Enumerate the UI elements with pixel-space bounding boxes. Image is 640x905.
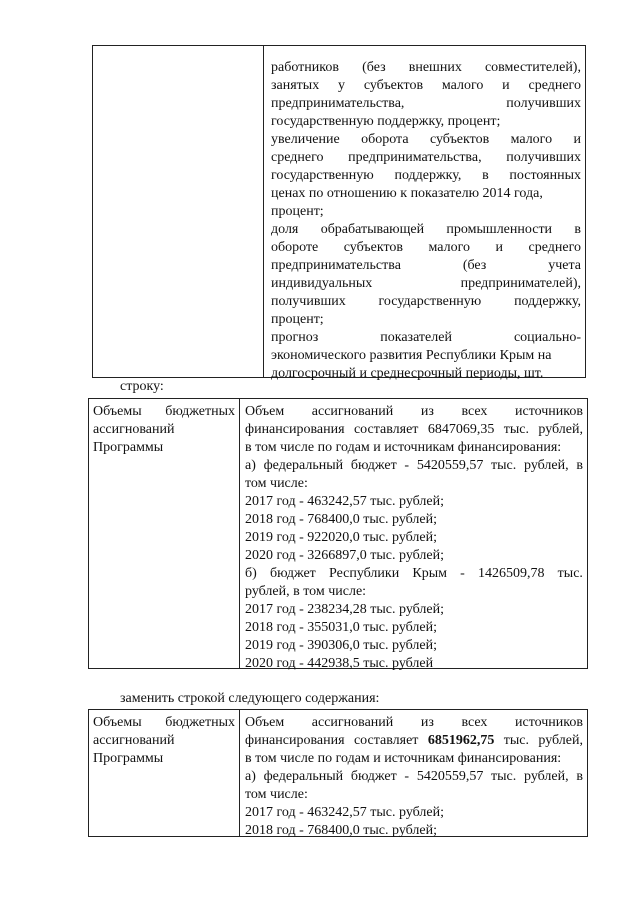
- text-line: [271, 167, 581, 185]
- text-line: [271, 131, 581, 149]
- word: субъектов: [363, 78, 424, 93]
- word: рублей,: [524, 458, 569, 473]
- word: 5420559,57: [416, 458, 484, 473]
- total-amount: 6851962,75: [427, 733, 495, 748]
- word: государственную поддержку, процент;: [271, 114, 501, 129]
- word: экономического развития Республики Крым на: [271, 348, 552, 363]
- word: субъектов: [429, 132, 490, 147]
- word: бюджет: [350, 769, 397, 784]
- word: постоянных: [509, 168, 581, 183]
- word: в: [574, 222, 581, 237]
- text-line: [245, 421, 583, 439]
- top-table-indicators-cell: [271, 59, 581, 383]
- old-budget-table: [88, 398, 588, 669]
- word: бюджет: [269, 566, 316, 581]
- word: том числе:: [245, 476, 308, 491]
- word: рублей, в том числе:: [245, 584, 367, 599]
- word: долгосрочный и среднесрочный периоды, шт.: [271, 366, 544, 381]
- word: государственную: [271, 168, 374, 183]
- text-line: [271, 77, 581, 95]
- text-line: [245, 822, 583, 840]
- text-line: [271, 149, 581, 167]
- word: Крым: [412, 566, 447, 581]
- text-line: [271, 59, 581, 77]
- text-line: [271, 257, 581, 275]
- top-table-left-cell: [93, 46, 263, 377]
- new-budget-table: [88, 709, 588, 837]
- text-line: [245, 750, 583, 768]
- word: ассигнований: [311, 715, 394, 730]
- top-table-divider: [263, 46, 264, 377]
- text-line: [245, 439, 583, 457]
- word: оборота: [361, 132, 409, 147]
- word: тыс.: [557, 566, 583, 581]
- old-table-divider: [239, 399, 240, 668]
- word: среднего: [528, 78, 581, 93]
- word: источников: [514, 715, 583, 730]
- word: ассигнований: [93, 733, 175, 748]
- word: в том числе по годам и источникам финансирования:: [245, 751, 562, 766]
- text-line: [245, 601, 583, 619]
- word: финансирования: [245, 733, 345, 748]
- word: рублей,: [524, 769, 569, 784]
- text-line: [245, 565, 583, 583]
- word: а): [245, 769, 256, 784]
- word: учета: [548, 258, 581, 273]
- word: занятых: [271, 78, 320, 93]
- word: 2018 год - 355031,0 тыс. рублей;: [245, 620, 438, 635]
- word: 2017 год - 463242,57 тыс. рублей;: [245, 805, 445, 820]
- word: финансирования: [245, 422, 345, 437]
- text-line: [271, 113, 581, 131]
- new-table-funding-cell: [245, 714, 583, 840]
- text-line: [93, 403, 235, 421]
- text-line: [245, 529, 583, 547]
- word: 5420559,57: [416, 769, 484, 784]
- word: внешних: [408, 60, 462, 75]
- word: бюджетных: [165, 715, 235, 730]
- word: индивидуальных: [271, 276, 373, 291]
- word: б): [245, 566, 257, 581]
- text-line: [245, 493, 583, 511]
- word: -: [404, 769, 410, 784]
- word: федеральный: [263, 458, 344, 473]
- word: социально-: [513, 330, 581, 345]
- word: доля: [271, 222, 299, 237]
- word: -: [404, 458, 410, 473]
- word: работников: [271, 60, 339, 75]
- word: федеральный: [263, 769, 344, 784]
- text-line: [245, 714, 583, 732]
- word: источников: [514, 404, 583, 419]
- word: бюджетных: [165, 404, 235, 419]
- text-line: [245, 655, 583, 673]
- text-line: [245, 403, 583, 421]
- word: всех: [461, 404, 488, 419]
- word: прогноз: [271, 330, 319, 345]
- word: 2018 год - 768400,0 тыс. рублей;: [245, 823, 438, 838]
- word: Объемы: [93, 404, 142, 419]
- word: Объем: [245, 715, 285, 730]
- text-line: [93, 750, 235, 768]
- text-line: [271, 203, 581, 221]
- word: составляет: [353, 422, 419, 437]
- word: 2019 год - 922020,0 тыс. рублей;: [245, 530, 438, 545]
- word: среднего: [528, 240, 581, 255]
- text-line: [245, 511, 583, 529]
- text-line: [93, 732, 235, 750]
- word: получивших: [506, 150, 581, 165]
- text-line: [245, 637, 583, 655]
- word: бюджет: [350, 458, 397, 473]
- word: тыс.: [491, 769, 517, 784]
- word: получивших: [506, 96, 581, 111]
- text-line: [271, 365, 581, 383]
- word: ассигнований: [311, 404, 394, 419]
- word: тыс.: [503, 422, 529, 437]
- word: показателей: [380, 330, 452, 345]
- old-table-label-cell: [93, 403, 235, 457]
- word: государственную: [378, 294, 482, 309]
- text-line: [271, 185, 581, 203]
- word: среднего: [271, 150, 324, 165]
- word: у: [338, 78, 346, 93]
- word: малого: [510, 132, 553, 147]
- text-line: [271, 293, 581, 311]
- word: ассигнований: [93, 422, 175, 437]
- word: 2020 год - 442938,5 тыс. рублей: [245, 656, 434, 671]
- word: процент;: [271, 312, 324, 327]
- word: а): [245, 458, 256, 473]
- new-table-label-cell: [93, 714, 235, 768]
- word: тыс.: [491, 458, 517, 473]
- text-line: [271, 311, 581, 329]
- word: Программы: [93, 440, 164, 455]
- word: и: [502, 78, 510, 93]
- word: ценах по отношению к показателю 2014 года,: [271, 186, 543, 201]
- word: Объем: [245, 404, 285, 419]
- label-replace: заменить строкой следующего содержания:: [120, 691, 380, 706]
- word: 2019 год - 390306,0 тыс. рублей;: [245, 638, 438, 653]
- word: и: [495, 240, 503, 255]
- word: из: [420, 715, 434, 730]
- word: в том числе по годам и источникам финансирования:: [245, 440, 562, 455]
- word: и: [573, 132, 581, 147]
- word: Республики: [328, 566, 400, 581]
- word: рублей,: [538, 733, 583, 748]
- word: составляет: [353, 733, 419, 748]
- text-line: [245, 768, 583, 786]
- text-line: [271, 221, 581, 239]
- word: 2017 год - 238234,28 тыс. рублей;: [245, 602, 445, 617]
- top-table: [92, 45, 586, 381]
- word: -: [460, 566, 465, 581]
- old-table-funding-cell: [245, 403, 583, 673]
- word: (без: [362, 60, 386, 75]
- text-line: [271, 95, 581, 113]
- text-line: [245, 619, 583, 637]
- text-line: [271, 347, 581, 365]
- text-line: [271, 239, 581, 257]
- text-line: [271, 275, 581, 293]
- word: из: [420, 404, 434, 419]
- word: рублей,: [538, 422, 583, 437]
- word: процент;: [271, 204, 324, 219]
- word: Программы: [93, 751, 164, 766]
- word: малого: [428, 240, 470, 255]
- text-line: [93, 421, 235, 439]
- text-line: [93, 439, 235, 457]
- text-line: [245, 583, 583, 601]
- word: промышленности: [446, 222, 553, 237]
- word: предпринимательства: [271, 258, 401, 273]
- text-line: [245, 547, 583, 565]
- text-line: [271, 329, 581, 347]
- word: обрабатывающей: [320, 222, 425, 237]
- word: предпринимателей),: [460, 276, 581, 291]
- text-line: [93, 714, 235, 732]
- word: малого: [441, 78, 484, 93]
- word: том числе:: [245, 787, 308, 802]
- word: 1426509,78: [478, 566, 545, 581]
- word: в: [576, 769, 583, 784]
- word: поддержку,: [514, 294, 581, 309]
- word: предпринимательства,: [271, 96, 405, 111]
- word: получивших: [271, 294, 346, 309]
- word: в: [576, 458, 583, 473]
- word: 2018 год - 768400,0 тыс. рублей;: [245, 512, 438, 527]
- word: 6847069,35: [427, 422, 495, 437]
- label-stroku: строку:: [120, 379, 164, 394]
- text-line: [245, 457, 583, 475]
- new-table-divider: [239, 710, 240, 836]
- word: Объемы: [93, 715, 142, 730]
- word: в: [482, 168, 489, 183]
- word: предпринимательства,: [348, 150, 482, 165]
- text-line: [245, 786, 583, 804]
- word: 2017 год - 463242,57 тыс. рублей;: [245, 494, 445, 509]
- text-line: [245, 475, 583, 493]
- word: 2020 год - 3266897,0 тыс. рублей;: [245, 548, 445, 563]
- word: поддержку,: [394, 168, 462, 183]
- word: совместителей),: [484, 60, 581, 75]
- word: тыс.: [503, 733, 529, 748]
- word: субъектов: [343, 240, 404, 255]
- word: увеличение: [271, 132, 340, 147]
- word: (без: [462, 258, 487, 273]
- funding-total-line: [245, 732, 583, 750]
- text-line: [245, 804, 583, 822]
- word: всех: [461, 715, 488, 730]
- word: обороте: [271, 240, 319, 255]
